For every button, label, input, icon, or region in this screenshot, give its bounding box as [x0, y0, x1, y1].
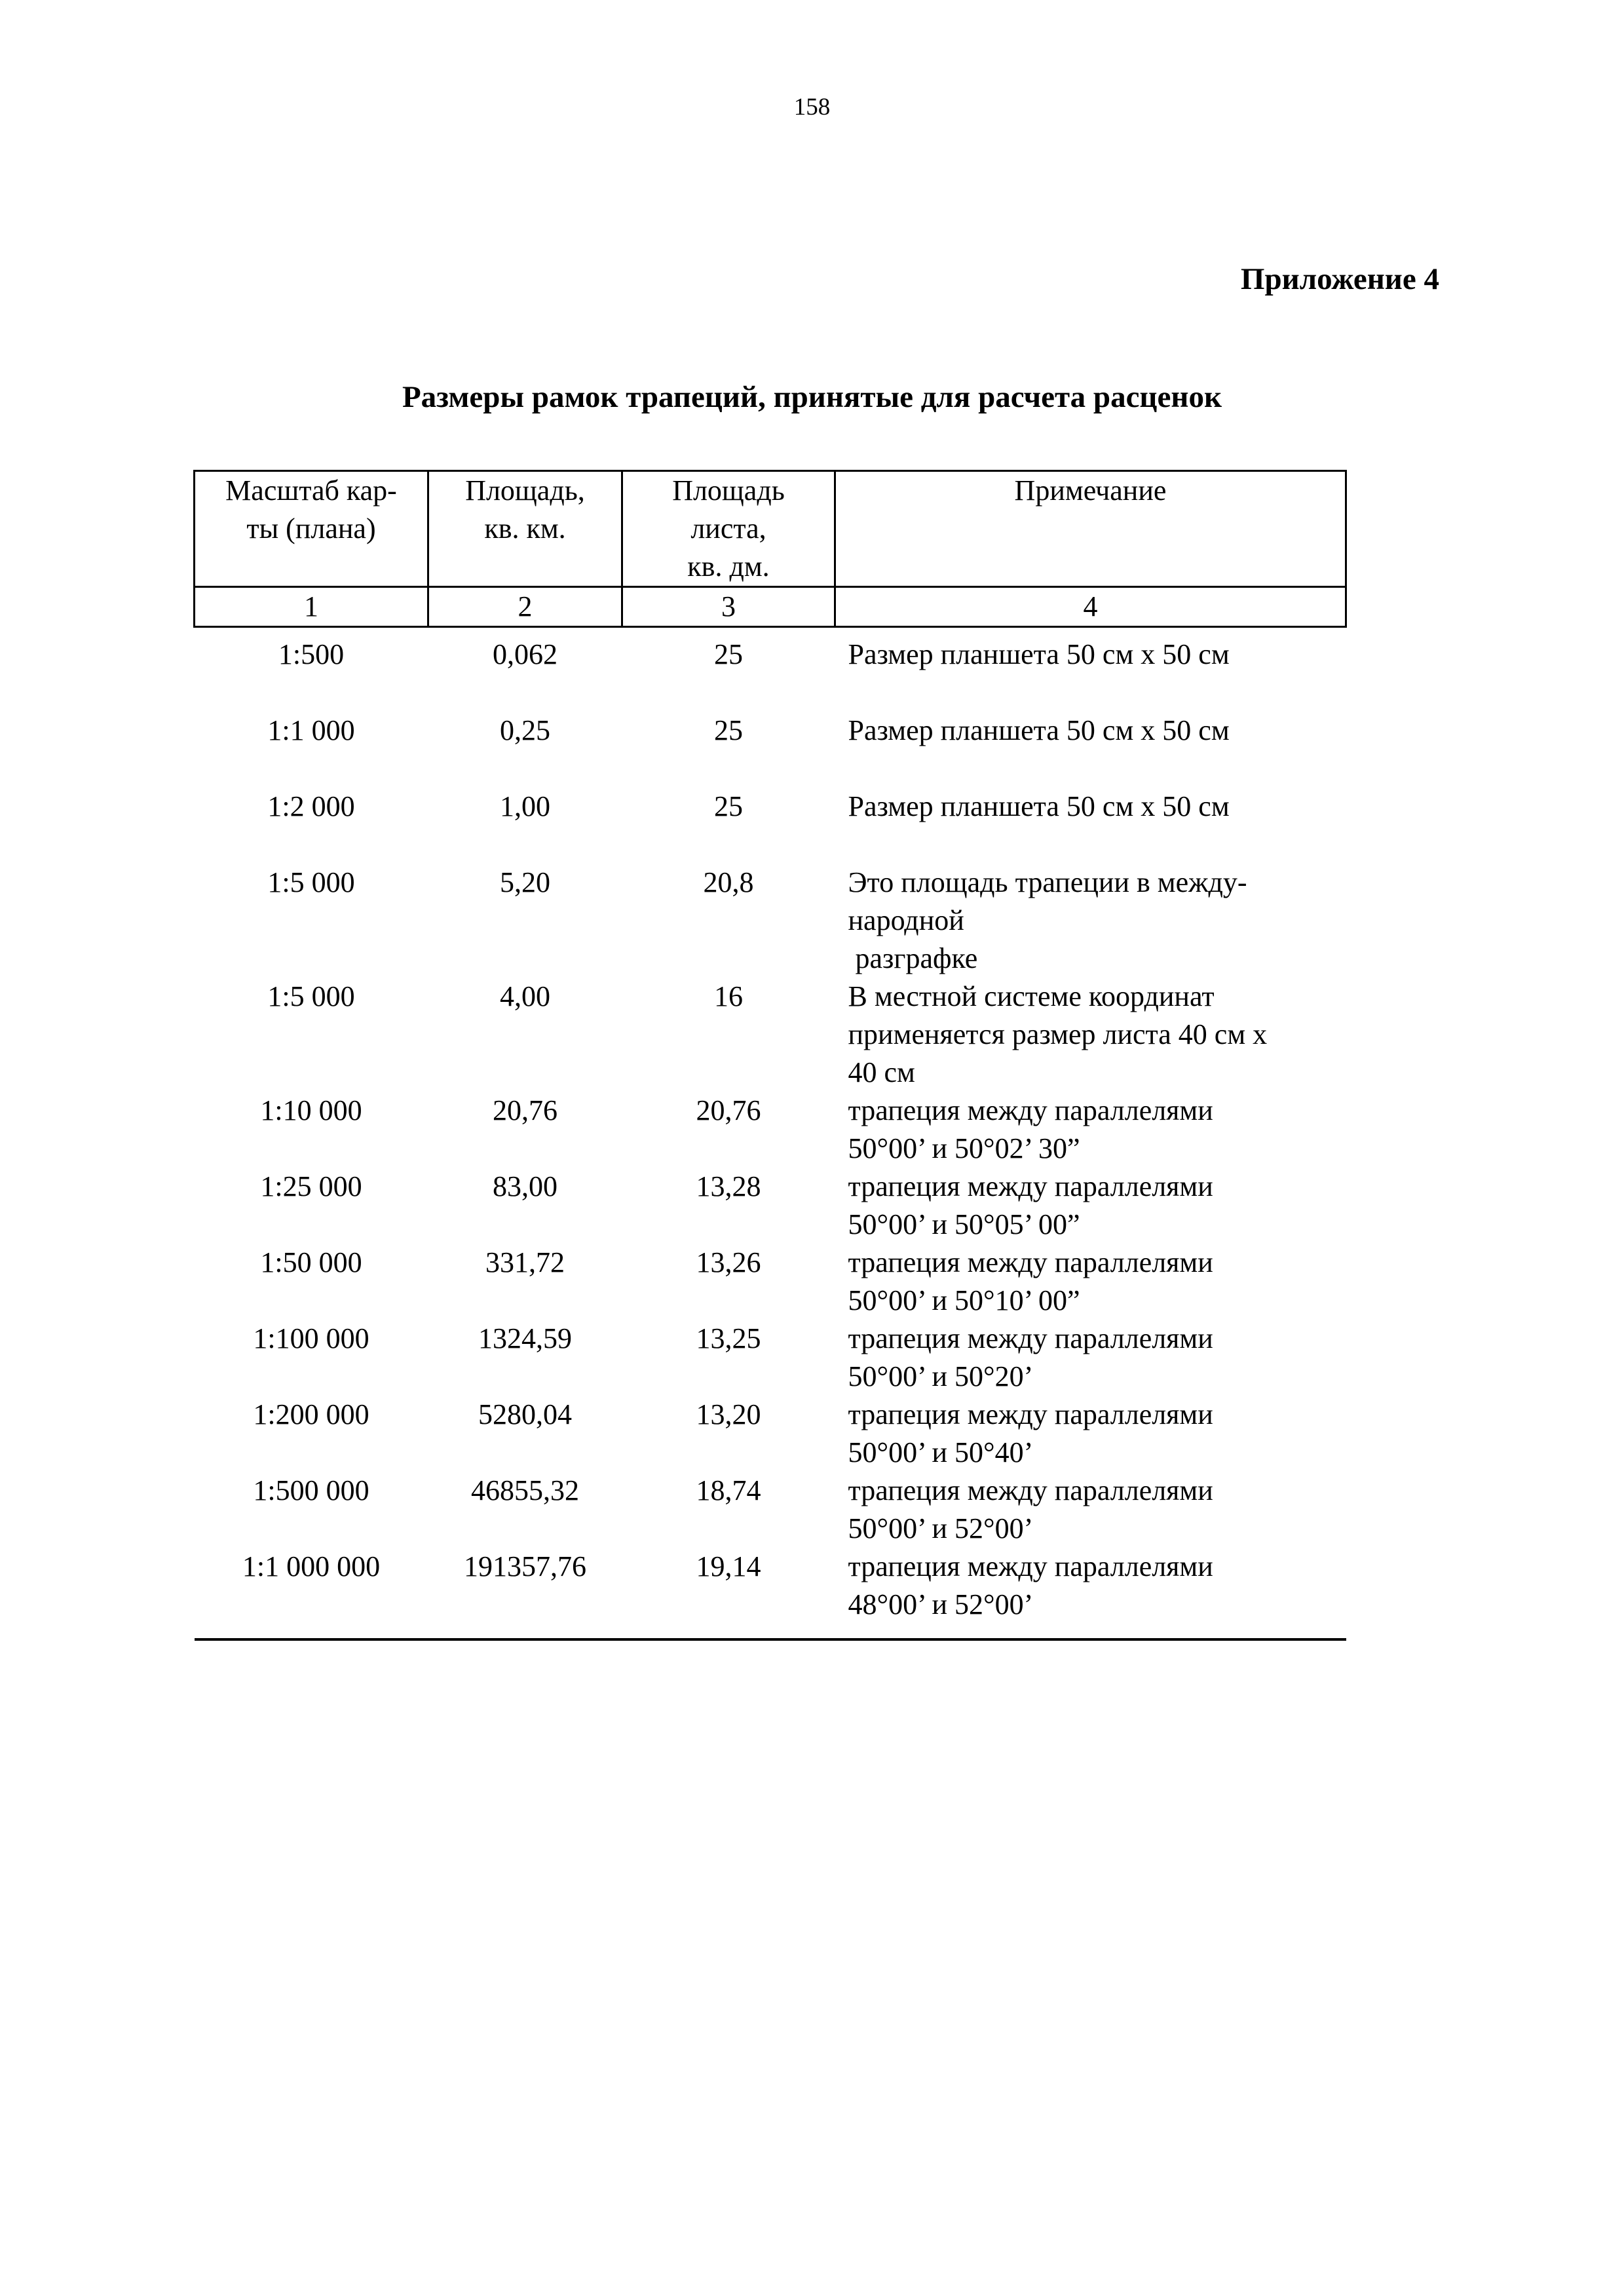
note-cell — [835, 788, 1346, 864]
header-area-km — [428, 471, 622, 587]
column-number: 1 — [195, 587, 428, 627]
note-cell — [835, 864, 1346, 978]
area-km-cell: 0,062 — [493, 638, 557, 670]
column-number: 3 — [622, 587, 835, 627]
scale-cell: 1:25 000 — [260, 1170, 362, 1202]
note-cell — [835, 1092, 1346, 1168]
note-line: 50°00’ и 50°20’ — [848, 1360, 1034, 1392]
header-note — [835, 471, 1346, 587]
scale-cell: 1:10 000 — [260, 1094, 362, 1126]
area-dm-cell: 18,74 — [696, 1474, 761, 1506]
table-row — [195, 712, 1346, 788]
note-cell — [835, 1168, 1346, 1244]
area-dm-cell: 13,20 — [696, 1398, 761, 1430]
note-line: 50°00’ и 50°10’ 00” — [848, 1284, 1080, 1316]
note-line: трапеция между параллелями — [848, 1170, 1213, 1202]
area-dm-cell: 25 — [714, 638, 743, 670]
area-km-cell: 5,20 — [500, 866, 550, 898]
note-line: трапеция между параллелями — [848, 1398, 1213, 1430]
note-cell — [835, 1244, 1346, 1320]
column-number-row — [195, 587, 1346, 627]
scale-cell: 1:1 000 — [267, 714, 355, 746]
area-dm-cell: 19,14 — [622, 1548, 835, 1639]
area-km-cell: 46855,32 — [471, 1474, 579, 1506]
table-row — [195, 627, 1346, 712]
note-line: В местной системе координат — [848, 980, 1215, 1012]
area-dm-cell: 13,25 — [696, 1322, 761, 1354]
note-cell — [835, 1548, 1346, 1639]
scale-cell: 1:500 — [278, 638, 345, 670]
table-row — [195, 978, 1346, 1092]
table-header-row — [195, 471, 1346, 587]
table-body — [195, 627, 1346, 1640]
note-line: 50°00’ и 50°05’ 00” — [848, 1208, 1080, 1240]
header-area-dm-line: Площадь — [672, 474, 785, 507]
column-number: 4 — [835, 587, 1346, 627]
note-line: трапеция между параллелями — [848, 1246, 1213, 1278]
scale-cell: 1:50 000 — [260, 1246, 362, 1278]
note-line: Размер планшета 50 см х 50 см — [848, 638, 1230, 670]
note-line: Размер планшета 50 см х 50 см — [848, 790, 1230, 822]
note-line: трапеция между параллелями — [848, 1094, 1213, 1126]
area-km-cell: 4,00 — [500, 980, 550, 1012]
table-row — [195, 1092, 1346, 1168]
table-row — [195, 788, 1346, 864]
header-note-line: Примечание — [1014, 474, 1167, 507]
table-row — [195, 1168, 1346, 1244]
note-line: Это площадь трапеции в между- — [848, 866, 1247, 898]
appendix-label: Приложение 4 — [1240, 262, 1439, 296]
area-dm-cell: 20,76 — [696, 1094, 761, 1126]
header-area-dm — [622, 471, 835, 587]
note-cell — [835, 712, 1346, 788]
scale-cell: 1:2 000 — [267, 790, 355, 822]
note-line: разграфке — [848, 942, 978, 974]
note-line: 50°00’ и 50°02’ 30” — [848, 1132, 1080, 1164]
area-dm-cell: 20,8 — [703, 866, 754, 898]
note-line: 40 см — [848, 1056, 915, 1088]
table-row — [195, 1472, 1346, 1548]
note-cell — [835, 1472, 1346, 1548]
area-km-cell: 1,00 — [500, 790, 550, 822]
note-cell — [835, 1320, 1346, 1396]
area-km-cell: 0,25 — [500, 714, 550, 746]
note-line: народной — [848, 904, 964, 936]
area-km-cell: 1324,59 — [478, 1322, 572, 1354]
area-km-cell: 331,72 — [485, 1246, 565, 1278]
header-scale-line: ты (плана) — [246, 512, 376, 545]
note-line: 48°00’ и 52°00’ — [848, 1588, 1034, 1620]
note-cell — [835, 978, 1346, 1092]
area-km-cell: 83,00 — [493, 1170, 557, 1202]
note-line: 50°00’ и 50°40’ — [848, 1436, 1034, 1468]
header-scale-line: Масштаб кар- — [225, 474, 397, 507]
scale-cell: 1:100 000 — [253, 1322, 369, 1354]
area-dm-cell: 13,26 — [696, 1246, 761, 1278]
table-row — [195, 1396, 1346, 1472]
document-title: Размеры рамок трапеций, принятые для расчета расценок — [402, 380, 1222, 414]
area-km-cell: 191357,76 — [428, 1548, 622, 1639]
area-km-cell: 5280,04 — [478, 1398, 572, 1430]
scales-table — [193, 470, 1347, 1641]
table-row — [195, 1548, 1346, 1639]
area-dm-cell: 16 — [714, 980, 743, 1012]
page-number: 158 — [793, 94, 831, 121]
scale-cell: 1:5 000 — [267, 980, 355, 1012]
header-area-dm-line: кв. дм. — [687, 550, 770, 583]
scale-cell: 1:200 000 — [253, 1398, 369, 1430]
note-line: трапеция между параллелями — [848, 1322, 1213, 1354]
header-area-km-line: Площадь, — [465, 474, 585, 507]
header-scale — [195, 471, 428, 587]
table-row — [195, 1320, 1346, 1396]
note-line: Размер планшета 50 см х 50 см — [848, 714, 1230, 746]
scale-cell: 1:500 000 — [253, 1474, 369, 1506]
header-area-dm-line: листа, — [690, 512, 766, 545]
area-km-cell: 20,76 — [493, 1094, 557, 1126]
area-dm-cell: 13,28 — [696, 1170, 761, 1202]
area-dm-cell: 25 — [714, 790, 743, 822]
table-row — [195, 1244, 1346, 1320]
column-number: 2 — [428, 587, 622, 627]
scale-cell: 1:5 000 — [267, 866, 355, 898]
table-row — [195, 864, 1346, 978]
note-cell — [835, 1396, 1346, 1472]
note-cell — [835, 627, 1346, 712]
area-dm-cell: 25 — [714, 714, 743, 746]
note-line: 50°00’ и 52°00’ — [848, 1512, 1034, 1544]
note-line: трапеция между параллелями — [848, 1474, 1213, 1506]
header-area-km-line: кв. км. — [484, 512, 566, 545]
note-line: трапеция между параллелями — [848, 1550, 1213, 1582]
scale-cell: 1:1 000 000 — [195, 1548, 428, 1639]
note-line: применяется размер листа 40 см х — [848, 1018, 1268, 1050]
